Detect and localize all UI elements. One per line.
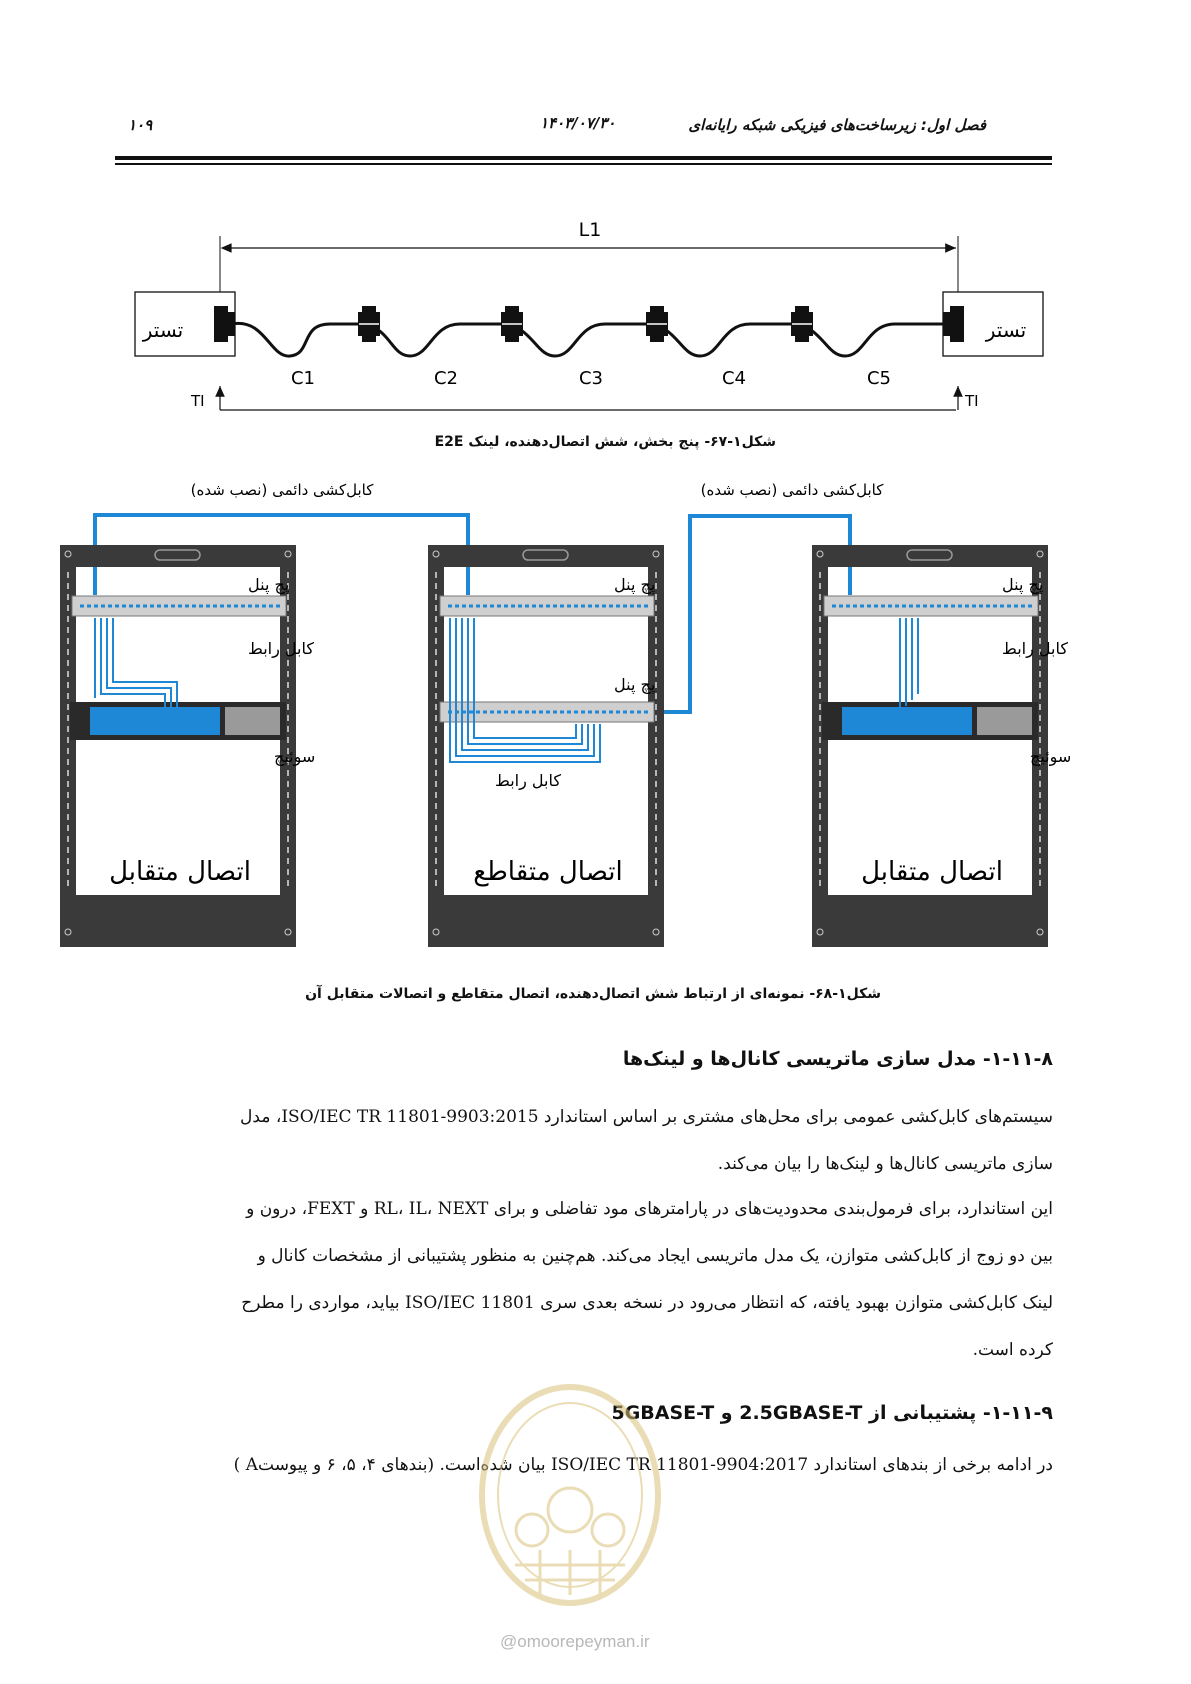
section-9-paragraph: در ادامه برخی از بندهای استاندارد ISO/IEC TR 11801-9904:2017 بیان شده‌است. (بندهای ۴، ۵، ۶ و پیوستA ) (233, 1455, 1053, 1475)
section-8-p1-line-2: سازی ماتریسی کانال‌ها و لینک‌ها را بیان می‌کند. (717, 1154, 1053, 1174)
tester-left-label: تستر (142, 318, 184, 342)
ti-right-label: TI (965, 392, 979, 410)
page-number: ۱۰۹ (128, 116, 153, 134)
ti-left-label: TI (191, 392, 205, 410)
section-8-p2-line-1: این استاندارد، برای فرمول‌بندی محدودیت‌های در پارامترهای مود تفاضلی و برای RL، IL، NEXT و FEXT، درون و (246, 1199, 1053, 1219)
watermark-seal (470, 1380, 670, 1620)
e2e-cable (232, 323, 946, 356)
section-8-p2-line-3: لینک کابل‌کشی متوازن بهبود یافته، که انتظار می‌رود در نسخه بعدی سری ISO/IEC 11801 بیاید، مواردی را مطرح (241, 1293, 1053, 1313)
footer-watermark-url: @omoorepeyman.ir (500, 1632, 650, 1651)
segment-c4-label: C4 (721, 368, 747, 389)
patch-panel-label-right: پچ پنل (1002, 575, 1044, 594)
connector-4 (646, 306, 668, 342)
patch-panel-label-middle-top: پچ پنل (614, 575, 656, 594)
section-8-heading: ۱-۱۱-۸- مدل سازی ماتریسی کانال‌ها و لینک‌ها (622, 1048, 1053, 1070)
permanent-cable-label-left: کابل‌کشی دائمی (نصب شده) (190, 481, 374, 499)
segment-c3-label: C3 (578, 368, 604, 389)
rack-middle-title: اتصال متقاطع (473, 857, 623, 887)
length-label: L1 (578, 219, 602, 241)
patch-cable-label-left: کابل رابط (248, 639, 314, 658)
connector-5 (791, 306, 813, 342)
patch-cable-label-right: کابل رابط (1002, 639, 1068, 658)
segment-c1-label: C1 (290, 368, 316, 389)
chapter-title: فصل اول: زیرساخت‌های فیزیکی شبکه رایانه‌ای (688, 116, 986, 134)
section-8-paragraph-2 (115, 1186, 1053, 1374)
switch-label-left: سوئیچ (274, 747, 316, 766)
cross-connect-diagram (0, 470, 1191, 980)
connector-3 (501, 306, 523, 342)
patch-panel-label-middle-bottom: پچ پنل (614, 675, 656, 694)
tester-right-label: تستر (985, 318, 1027, 342)
figure68-caption: شکل۱-۶۸- نمونه‌ای از ارتباط شش اتصال‌دهنده، اتصال متقاطع و اتصالات متقابل آن (305, 986, 881, 1002)
section-8-p2-line-4: کرده است. (972, 1340, 1053, 1360)
connector-2 (358, 306, 380, 342)
header-date: ۱۴۰۳/۰۷/۳۰ (540, 114, 616, 132)
section-8-paragraph-1 (115, 1094, 1053, 1188)
figure67-caption: شکل۱-۶۷- پنج بخش، شش اتصال‌دهنده، لینک E2E (434, 434, 776, 450)
segment-c2-label: C2 (433, 368, 459, 389)
rack-left-title: اتصال متقابل (109, 857, 251, 887)
permanent-cable-label-right: کابل‌کشی دائمی (نصب شده) (700, 481, 884, 499)
patch-cable-label-middle: کابل رابط (495, 771, 561, 790)
section-9-heading: ۱-۱۱-۹- پشتیبانی از 2.5GBASE-T و 5GBASE-T (611, 1402, 1053, 1424)
segment-c5-label: C5 (866, 368, 892, 389)
section-8-p2-line-2: بین دو زوج از کابل‌کشی متوازن، یک مدل ماتریسی ایجاد می‌کند. هم‌چنین به منظور پشتیبانی از مشخصات کانال و (257, 1246, 1053, 1266)
switch-label-right: سوئیچ (1030, 747, 1072, 766)
rack-right-title: اتصال متقابل (861, 857, 1003, 887)
section-8-p1-line-1: سیستم‌های کابل‌کشی عمومی برای محل‌های مشتری بر اساس استاندارد ISO/IEC TR 11801-9903:2015، مدل (240, 1107, 1053, 1127)
e2e-link-diagram (0, 0, 1191, 430)
patch-panel-label-left: پچ پنل (248, 575, 290, 594)
